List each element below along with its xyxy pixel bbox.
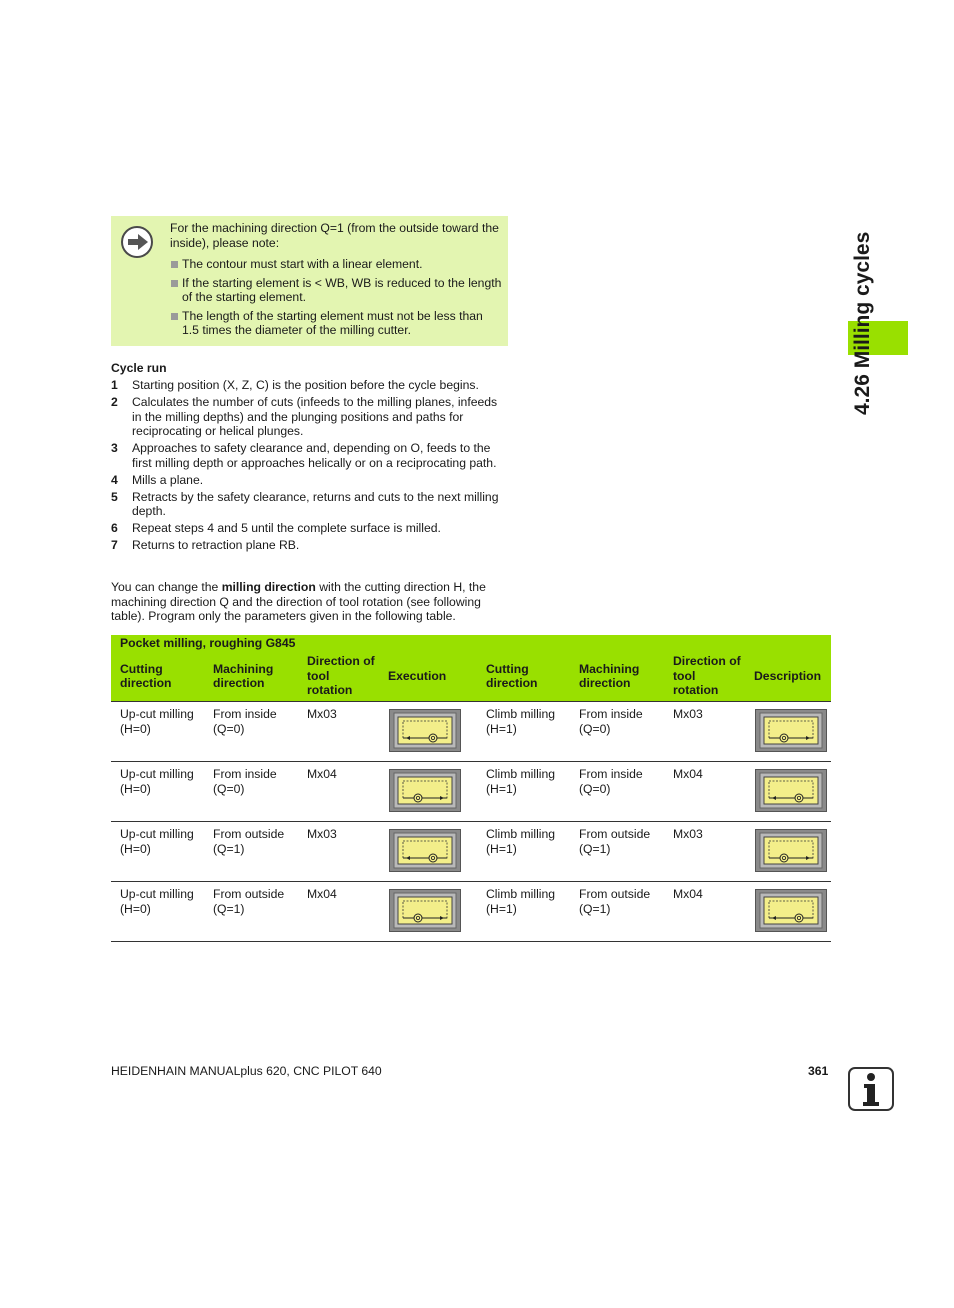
- page-number: 361: [808, 1064, 829, 1078]
- note-list: [170, 257, 502, 342]
- bullet-square-icon: [171, 280, 178, 287]
- bullet-square-icon: [171, 261, 178, 268]
- step-item: 4 Mills a plane.: [111, 472, 204, 487]
- table-row: [111, 762, 831, 822]
- table-row: [111, 702, 831, 762]
- step-item: 7 Returns to retraction plane RB.: [111, 538, 300, 552]
- tool-rotation-cell: Mx04: [307, 767, 337, 781]
- machining-direction-cell: From inside (Q=0): [579, 707, 643, 736]
- note-box: [111, 216, 508, 346]
- header-cell: Cutting direction: [120, 661, 172, 690]
- machining-direction-cell: From outside (Q=1): [579, 827, 651, 856]
- machining-direction-cell: From inside (Q=0): [579, 767, 643, 796]
- cutting-direction-cell: Climb milling (H=1): [486, 887, 556, 916]
- step-item: 1 Starting position (X, Z, C) is the position before the cycle begins.: [111, 378, 479, 392]
- cutting-direction-cell: Climb milling (H=1): [486, 827, 556, 856]
- machining-direction-cell: From inside (Q=0): [213, 707, 277, 736]
- machining-direction-cell: From outside (Q=1): [213, 827, 285, 856]
- description-diagram: [755, 709, 827, 752]
- cutting-direction-cell: Climb milling (H=1): [486, 707, 556, 736]
- step-item: 5 Retracts by the safety clearance, returns and cuts to the next milling depth.: [111, 489, 499, 518]
- step-item: 6 Repeat steps 4 and 5 until the complete surface is milled.: [111, 521, 441, 535]
- machining-direction-cell: From outside (Q=1): [579, 887, 651, 916]
- execution-diagram: [389, 769, 461, 812]
- arrow-right-icon: [121, 226, 153, 258]
- tool-rotation-cell: Mx04: [673, 767, 703, 781]
- header-cell: Cutting direction: [486, 661, 538, 690]
- step-item: 3 Approaches to safety clearance and, depending on O, feeds to the first milling depth or approaches helically or on a reciprocating path.: [111, 441, 497, 470]
- cutting-direction-cell: Up-cut milling (H=0): [120, 887, 194, 916]
- description-diagram: [755, 769, 827, 812]
- tool-rotation-cell: Mx03: [673, 827, 703, 841]
- table-header: [111, 651, 831, 702]
- machining-direction-cell: From inside (Q=0): [213, 767, 277, 796]
- note-item: The contour must start with a linear element.: [170, 257, 502, 272]
- cutting-direction-cell: Up-cut milling (H=0): [120, 827, 194, 856]
- header-cell: Machining direction: [213, 661, 274, 690]
- table-row: [111, 822, 831, 882]
- tool-rotation-cell: Mx03: [307, 707, 337, 721]
- tool-rotation-cell: Mx03: [307, 827, 337, 841]
- description-diagram: [755, 829, 827, 872]
- execution-diagram: [389, 829, 461, 872]
- bullet-square-icon: [171, 313, 178, 320]
- header-cell: Machining direction: [579, 661, 640, 690]
- header-cell: Direction of tool rotation: [307, 654, 375, 698]
- header-cell: Description: [754, 668, 822, 683]
- side-chapter-title: 4.26 Milling cycles: [851, 231, 874, 415]
- cutting-direction-cell: Climb milling (H=1): [486, 767, 556, 796]
- milling-direction-table: [111, 635, 831, 942]
- note-item: If the starting element is < WB, WB is reduced to the length of the starting element.: [170, 276, 502, 305]
- milling-direction-paragraph: You can change the milling direction with the cutting direction H, the machining direction Q and the direction of tool rotation (see following table). Program only the parameters given in the following table.: [111, 580, 486, 623]
- tool-rotation-cell: Mx04: [307, 887, 337, 901]
- cutting-direction-cell: Up-cut milling (H=0): [120, 707, 194, 736]
- table-title: Pocket milling, roughing G845: [111, 635, 831, 651]
- cycle-steps: [111, 378, 506, 555]
- description-diagram: [755, 889, 827, 932]
- tool-rotation-cell: Mx03: [673, 707, 703, 721]
- info-icon: [848, 1067, 894, 1111]
- header-cell: Direction of tool rotation: [673, 654, 741, 698]
- cutting-direction-cell: Up-cut milling (H=0): [120, 767, 194, 796]
- cycle-run-heading: Cycle run: [111, 361, 167, 375]
- execution-diagram: [389, 709, 461, 752]
- step-item: 2 Calculates the number of cuts (infeeds to the milling planes, infeeds in the milling depths) and the plunging positions and paths for reciprocating or helical plunges.: [111, 395, 498, 438]
- header-cell: Execution: [388, 668, 447, 683]
- tool-rotation-cell: Mx04: [673, 887, 703, 901]
- machining-direction-cell: From outside (Q=1): [213, 887, 285, 916]
- note-item: The length of the starting element must not be less than 1.5 times the diameter of the milling cutter.: [170, 309, 502, 338]
- footer-text: HEIDENHAIN MANUALplus 620, CNC PILOT 640: [111, 1064, 382, 1078]
- note-intro: For the machining direction Q=1 (from the outside toward the inside), please note:: [170, 221, 499, 250]
- execution-diagram: [389, 889, 461, 932]
- table-row: [111, 882, 831, 942]
